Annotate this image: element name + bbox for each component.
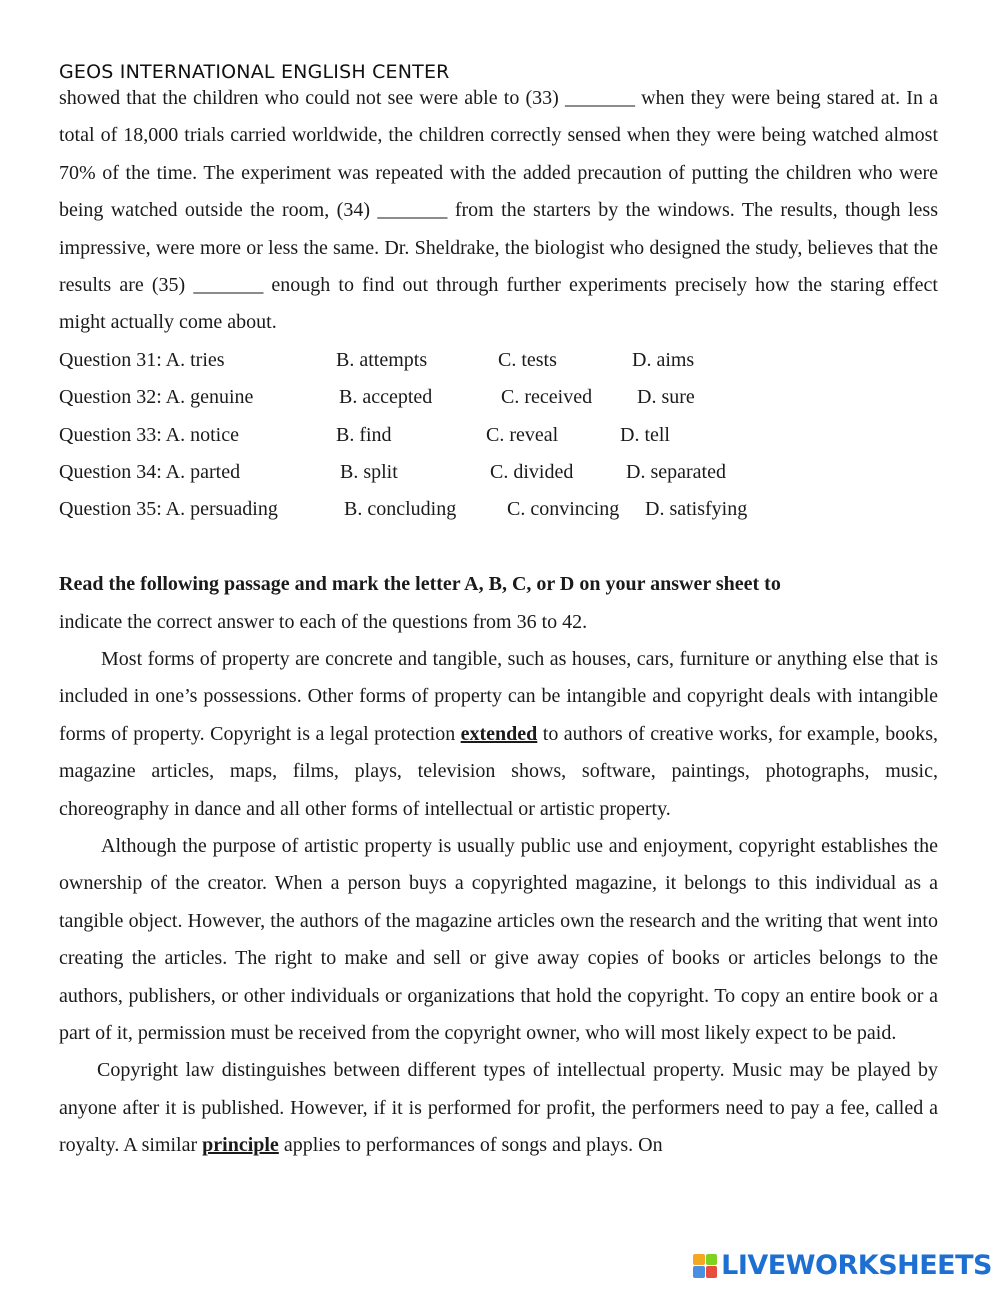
passage-2-paragraph-2: Although the purpose of artistic property is usually public use and enjoyment, copyright establishes the ownership of the creator. When a person buys a copyrighted magazine, it belongs to this individual as a tangible object. However, the authors of the magazine articles own the research and the writing that went into creating the articles. The right to make and sell or give away copies of books or articles belongs to the authors, publishers, or other individuals or organizations that hold the copyright. To copy an entire book or a part of it, permission must be received from the copyright owner, who will most likely expect to be paid. <box>59 835 938 1045</box>
instruction-normal-text: indicate the correct answer to each of the questions from 36 to 42. <box>59 610 588 633</box>
logo-square-4 <box>706 1266 718 1278</box>
question-35-option-b: B. concluding <box>344 498 457 521</box>
passage-2-paragraph-3 <box>59 1052 938 1164</box>
question-34-row <box>59 454 938 491</box>
question-35-row <box>59 491 938 528</box>
question-32-option-d: D. sure <box>637 386 695 409</box>
section-spacer <box>59 529 938 566</box>
question-31-option-d: D. aims <box>632 348 695 371</box>
question-33-option-c: C. reveal <box>486 423 559 446</box>
question-31-option-c: C. tests <box>498 348 557 371</box>
question-32-option-b: B. accepted <box>339 386 433 409</box>
instruction-bold-text: Read the following passage and mark the letter A, B, C, or D on your answer sheet to <box>59 573 781 596</box>
question-33-option-d: D. tell <box>620 423 670 446</box>
question-33-option-a: Question 33: A. notice <box>59 423 239 446</box>
liveworksheets-logo <box>693 1250 992 1281</box>
instruction <box>59 566 938 641</box>
question-35-option-a: Question 35: A. persuading <box>59 498 278 521</box>
question-34-option-d: D. separated <box>626 461 726 484</box>
question-35-option-d: D. satisfying <box>645 498 748 521</box>
keyword-principle: principle <box>202 1134 279 1157</box>
worksheet-content <box>59 80 938 1165</box>
liveworksheets-logo-icon <box>693 1254 717 1278</box>
question-33-option-b: B. find <box>336 423 392 446</box>
question-31-option-b: B. attempts <box>336 348 428 371</box>
question-32-option-a: Question 32: A. genuine <box>59 386 254 409</box>
question-35-option-c: C. convincing <box>507 498 620 521</box>
question-31-option-a: Question 31: A. tries <box>59 348 225 371</box>
passage-2-p3-after: applies to performances of songs and plays. On <box>283 1134 663 1157</box>
passage-2-p3-before: Copyright law distinguishes between different types of intellectual property. Music may be played by anyone after it is published. However, if it is performed for profit, the performers need to pay a fee, called a royalty. A similar <box>59 1059 938 1157</box>
liveworksheets-logo-text: LIVEWORKSHEETS <box>721 1250 992 1281</box>
keyword-extended: extended <box>460 722 538 745</box>
passage-2-p1-after: to authors of creative works, for example, books, magazine articles, maps, films, plays, television shows, software, paintings, photographs, music, choreography in dance and all other forms of intellectual or artistic property. <box>59 722 939 820</box>
logo-square-2 <box>706 1254 718 1266</box>
page-header-title: GEOS INTERNATIONAL ENGLISH CENTER <box>59 61 450 83</box>
question-34-option-b: B. split <box>340 461 398 484</box>
logo-square-1 <box>693 1254 705 1266</box>
passage-2-paragraph-1 <box>59 641 938 828</box>
question-32-option-c: C. received <box>501 386 593 409</box>
question-32-row <box>59 379 938 416</box>
question-34-option-a: Question 34: A. parted <box>59 461 241 484</box>
question-31-row <box>59 342 938 379</box>
question-34-option-c: C. divided <box>490 461 574 484</box>
logo-square-3 <box>693 1266 705 1278</box>
passage-1-text: showed that the children who could not see were able to (33) _______ when they were being stared at. In a total of 18,000 trials carried worldwide, the children correctly sensed when they were being watched almost 70% of the time. The experiment was repeated with the added precaution of putting the children who were being watched outside the room, (34) _______ from the starters by the windows. The results, though less impressive, were more or less the same. Dr. Sheldrake, the biologist who designed the study, believes that the results are (35) _______ enough to find out through further experiments precisely how the staring effect might actually come about. <box>59 87 938 334</box>
passage-2-p1-before: Most forms of property are concrete and tangible, such as houses, cars, furniture or anything else that is included in one’s possessions. Other forms of property can be intangible and copyright deals with intangible forms of property. Copyright is a legal protection <box>59 648 938 745</box>
question-33-row <box>59 417 938 454</box>
